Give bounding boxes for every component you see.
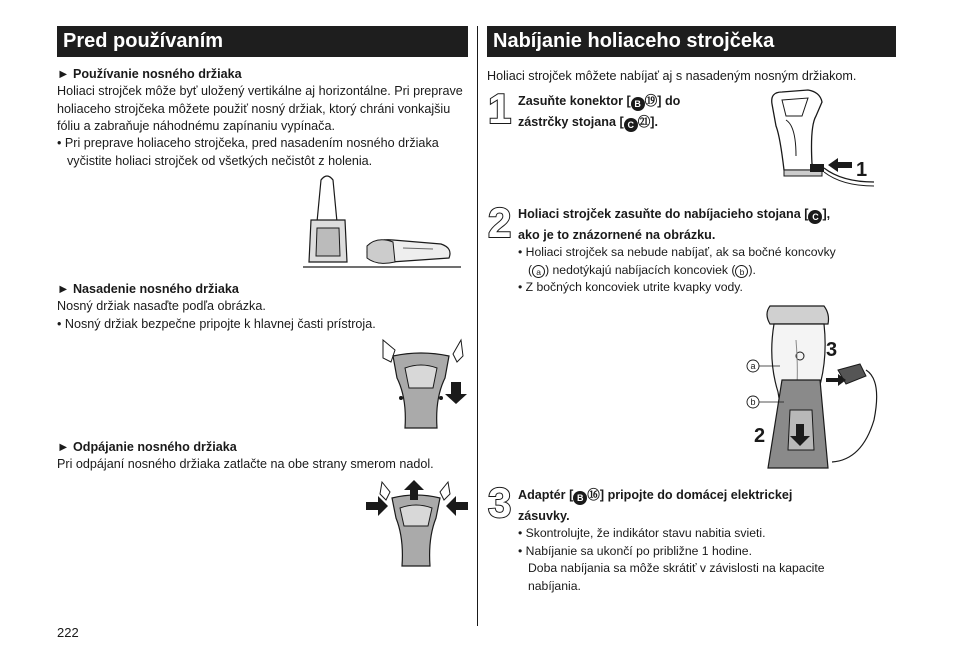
paragraph-detach-holder: Pri odpájaní nosného držiaka zatlačte na obe strany smerom nadol. xyxy=(57,457,434,471)
step-2-text-a: Holiaci strojček zasuňte do nabíjacieho stojana [ xyxy=(518,207,809,221)
step-3-text-a: Adaptér [ xyxy=(518,488,574,502)
bullet-side-contacts xyxy=(518,244,898,279)
step-1-instruction xyxy=(518,91,768,133)
charge-time-note-1: Doba nabíjania sa môže skrátiť v závislosti na kapacite xyxy=(528,561,825,575)
figure-holder-positions xyxy=(303,172,463,270)
badge-c-icon: C xyxy=(808,210,822,224)
step-1-text-c: zástrčky stojana [ xyxy=(518,115,624,129)
figure-label-3: 3 xyxy=(826,339,838,361)
figure-label-1: 1 xyxy=(856,159,868,181)
bullet-charge-time: • Nabíjanie sa ukončí po približne 1 hodine. xyxy=(518,544,752,558)
step-1-text-d: ]. xyxy=(650,115,658,129)
figure-detach-holder xyxy=(364,478,470,568)
paragraph-attach-holder: Nosný držiak nasaďte podľa obrázka. xyxy=(57,299,266,313)
step-1-text-b: ] do xyxy=(657,94,681,108)
section-header-before-use: Pred používaním xyxy=(57,26,468,57)
step-3-number: 3 xyxy=(488,479,512,526)
label-b-icon: b xyxy=(735,265,748,278)
badge-c-icon: C xyxy=(624,118,638,132)
bullet-attach-securely: • Nosný držiak bezpečne pripojte k hlavnej časti prístroja. xyxy=(57,317,376,331)
bullet-wipe-water: • Z bočných koncoviek utrite kvapky vody. xyxy=(518,280,743,294)
paragraph-using-holder: Holiaci strojček môže byť uložený vertikálne aj horizontálne. Pri prepravе holiaceho strojčeka môžete použiť nosný držiak, ktorý chráni vonkajšiu fóliu a zabraňuje náhodnému zapínaniu vypínača. xyxy=(57,84,463,134)
figure-label-b: b xyxy=(750,397,756,407)
charge-time-note-2: nabíjania. xyxy=(528,579,581,593)
step-1-text-a: Zasuňte konektor [ xyxy=(518,94,631,108)
step-1-number: 1 xyxy=(488,85,512,132)
badge-b-icon: B xyxy=(573,491,587,505)
figure-attach-holder xyxy=(381,338,469,430)
step-3-instruction xyxy=(518,485,898,527)
figure-label-2: 2 xyxy=(754,425,766,447)
subheading-using-holder: ► Používanie nosného držiaka xyxy=(57,67,242,81)
badge-b-icon: B xyxy=(631,97,645,111)
step-2-instruction xyxy=(518,204,898,246)
page-number: 222 xyxy=(57,625,79,640)
step-3-text-b: ] pripojte do domácej elektrickej xyxy=(599,488,793,502)
step-3-text-c: zásuvky. xyxy=(518,509,570,523)
paragraph-charging-intro: Holiaci strojček môžete nabíjať aj s nasadeným nosným držiakom. xyxy=(487,69,857,83)
bullet-check-indicator: • Skontrolujte, že indikátor stavu nabitia svieti. xyxy=(518,526,766,540)
step-2-text-b: ], xyxy=(822,207,831,221)
figure-charging-stand-plug xyxy=(762,86,882,192)
subheading-detach-holder: ► Odpájanie nosného držiaka xyxy=(57,440,237,454)
bullet-clean-shaver: • Pri preprave holiaceho strojčeka, pred nasadením nosného držiaka vyčistite holiaci strojček od všetkých nečistôt z holenia. xyxy=(57,136,439,168)
ref-21: ㉑ xyxy=(637,115,651,129)
figure-shaver-in-stand xyxy=(742,300,888,472)
step-2-text-c: ako je to znázornené na obrázku. xyxy=(518,228,716,242)
ref-19: ⑲ xyxy=(644,94,658,108)
column-divider xyxy=(477,26,478,626)
section-header-charging: Nabíjanie holiaceho strojčeka xyxy=(487,26,896,57)
step-2-number: 2 xyxy=(488,199,512,246)
figure-label-a: a xyxy=(750,361,756,371)
paren-open: ( xyxy=(528,262,533,277)
bullet-side-contacts-line2 xyxy=(518,262,898,280)
bullet-side-contacts-mid: ) nedotýkajú nabíjacích koncoviek ( xyxy=(545,262,736,277)
subheading-attach-holder: ► Nasadenie nosného držiaka xyxy=(57,282,239,296)
ref-16: ⑯ xyxy=(587,488,600,502)
label-a-icon: a xyxy=(532,265,545,278)
paren-close: ). xyxy=(748,262,756,277)
bullet-side-contacts-line1: • Holiaci strojček sa nebude nabíjať, ak sa bočné koncovky xyxy=(518,245,836,259)
